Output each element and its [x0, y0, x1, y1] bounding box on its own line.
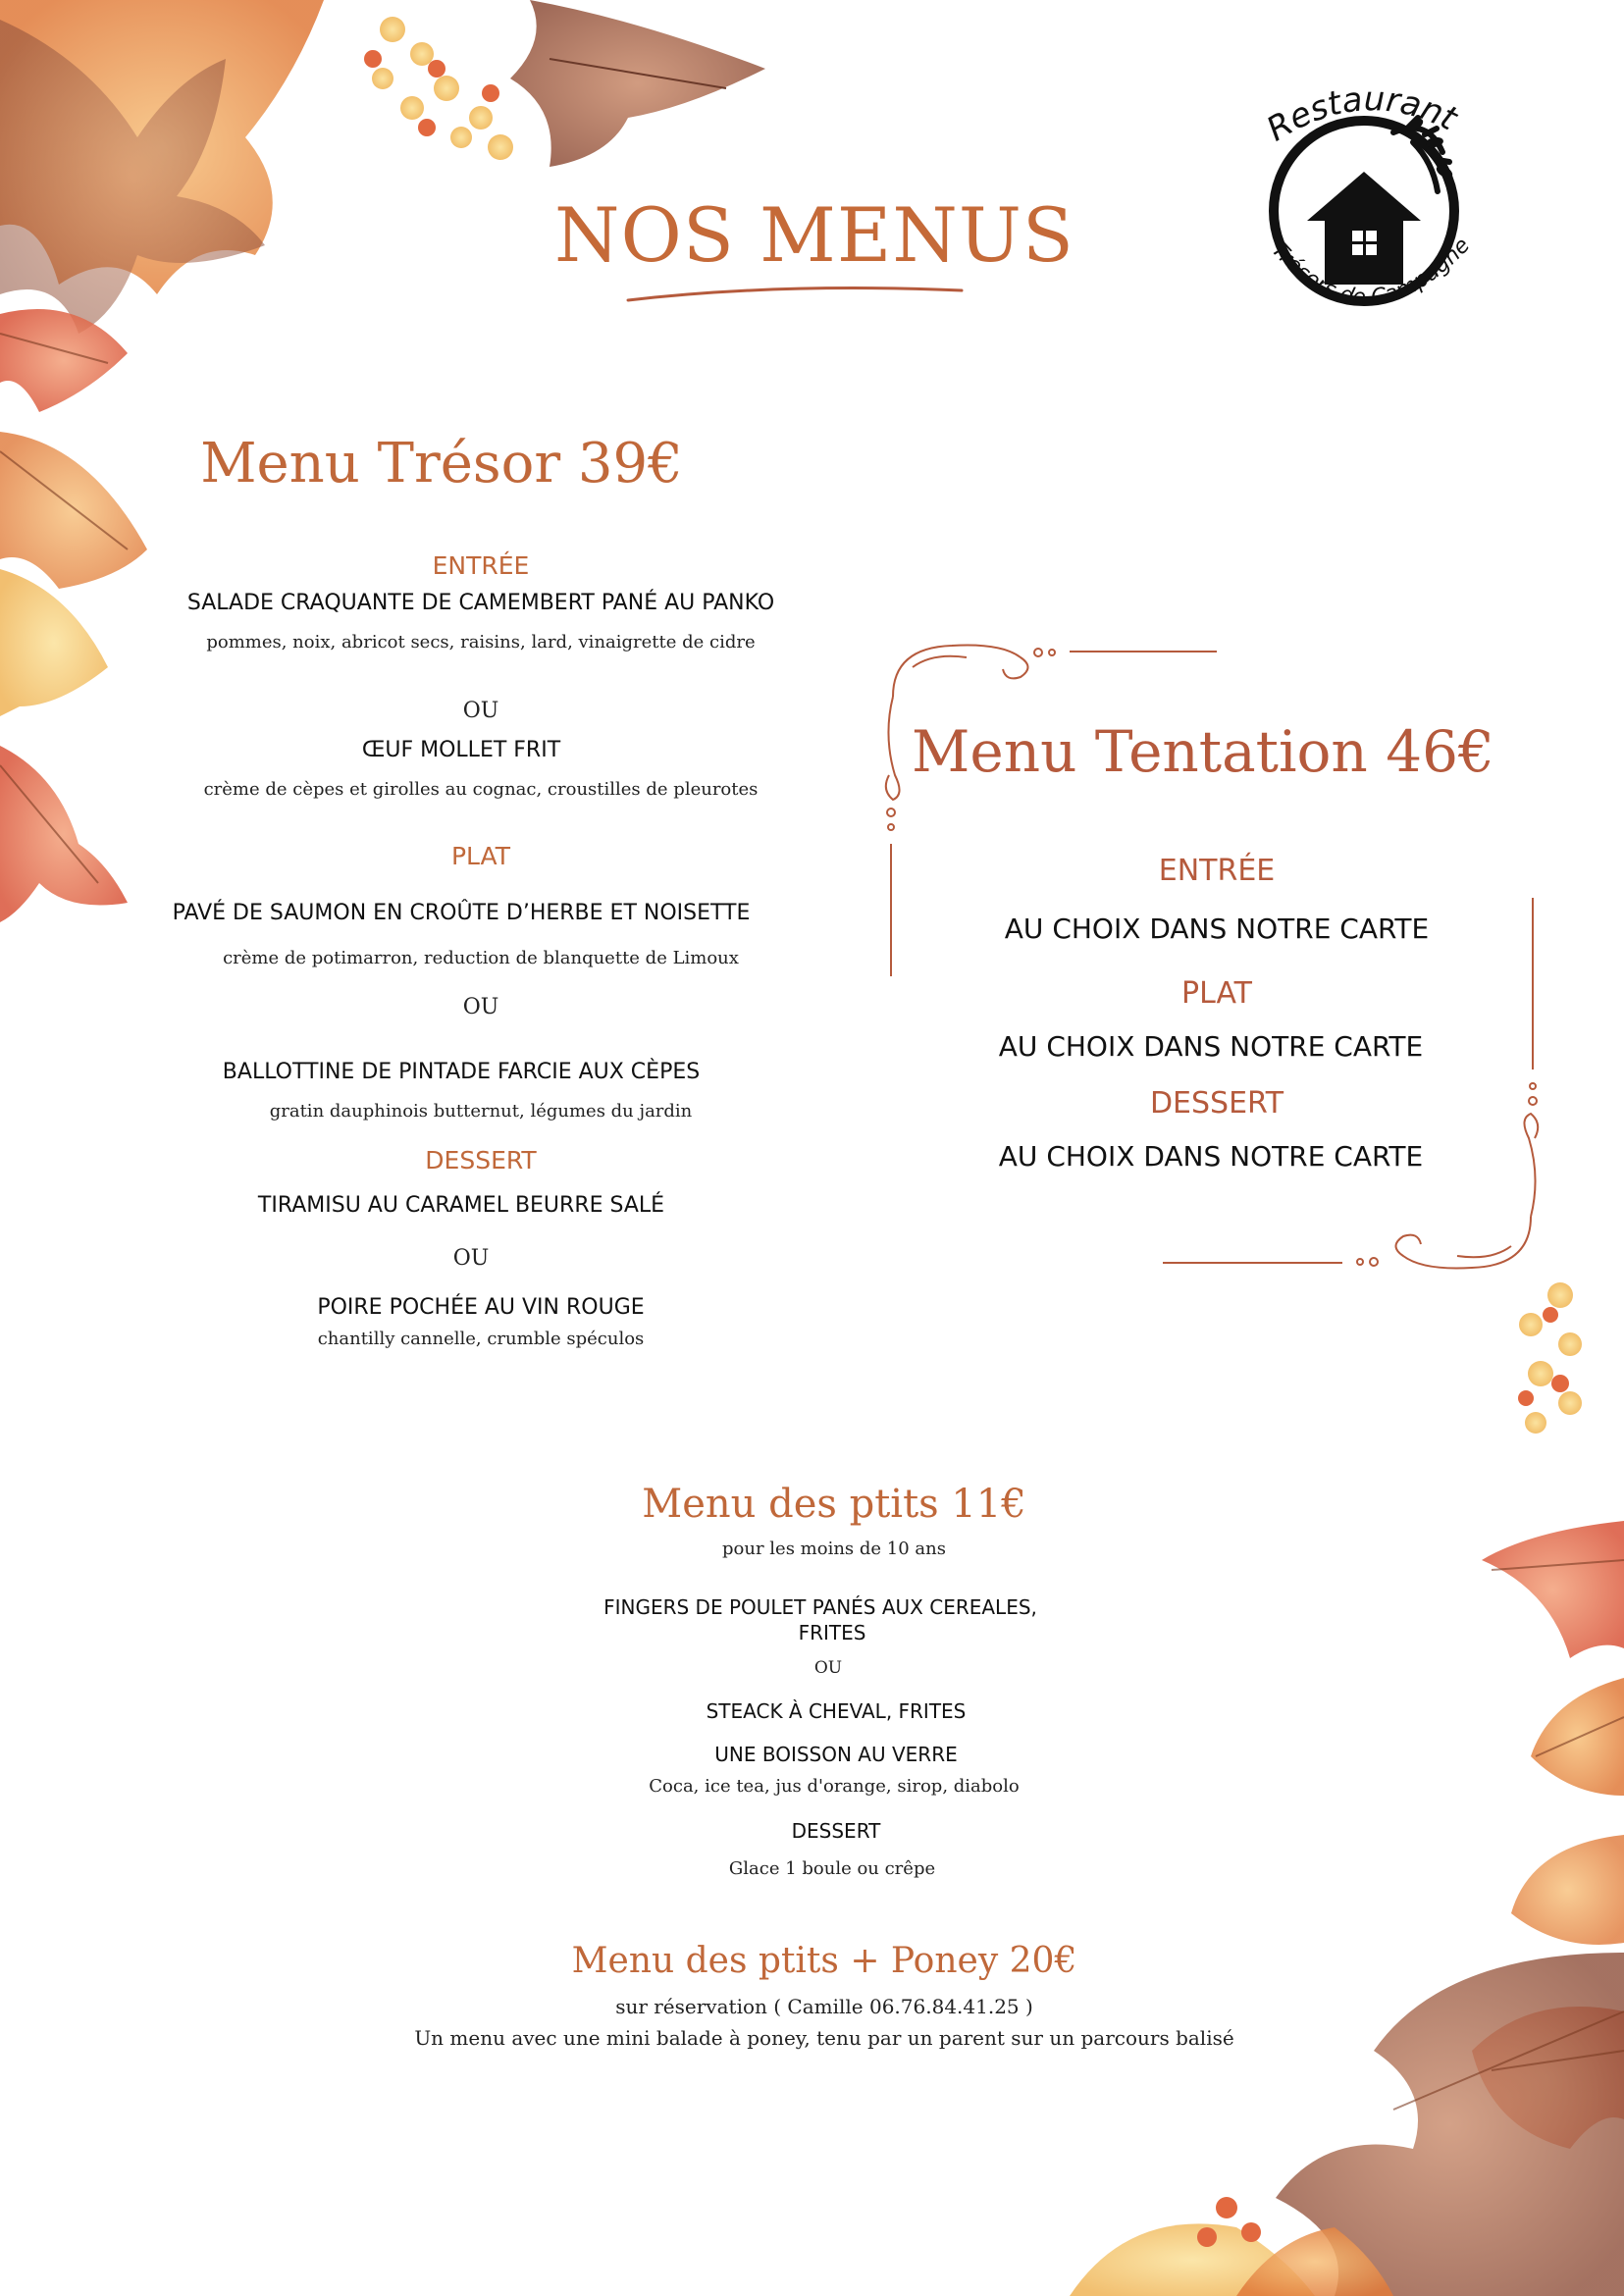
menu-ptits-dessert-desc: Glace 1 boule ou crêpe [728, 1858, 936, 1879]
menu-tresor-title: Menu Trésor 39€ [200, 432, 683, 496]
menu-ptits-subtitle: pour les moins de 10 ans [722, 1539, 946, 1559]
menu-ptits-item-2: STEACK À CHEVAL, FRITES [706, 1699, 967, 1723]
menu-tentation-dessert: AU CHOIX DANS NOTRE CARTE [998, 1140, 1424, 1173]
logo-bottom-text: Trésors de Campagne [1266, 233, 1476, 311]
svg-text:Restaurant [1260, 79, 1464, 149]
menu-tresor-dessert-1: TIRAMISU AU CARAMEL BEURRE SALÉ [257, 1193, 665, 1218]
menu-tentation-entree-label: ENTRÉE [1158, 854, 1276, 888]
menu-ptits-title: Menu des ptits 11€ [642, 1482, 1026, 1527]
menu-poney-reservation: sur réservation ( Camille 06.76.84.41.25 ) [615, 1995, 1033, 2018]
menu-poney-description: Un menu avec une mini balade à poney, tenu par un parent sur un parcours balisé [414, 2026, 1234, 2050]
menu-tresor-entree-label: ENTRÉE [432, 551, 530, 580]
title-underline-icon [623, 283, 967, 306]
menu-tresor-plat-label: PLAT [450, 842, 510, 870]
menu-tentation-entree: AU CHOIX DANS NOTRE CARTE [1004, 913, 1430, 945]
menu-ptits-drink-desc: Coca, ice tea, jus d'orange, sirop, diabolo [649, 1776, 1020, 1797]
page-title: NOS MENUS [554, 191, 1074, 279]
menu-ptits-dessert: DESSERT [791, 1819, 881, 1843]
menu-tresor-entree-1: SALADE CRAQUANTE DE CAMEMBERT PANÉ AU PANKO [186, 591, 775, 615]
menu-tresor-plat-2: BALLOTTINE DE PINTADE FARCIE AUX CÈPES [222, 1060, 701, 1084]
menu-tresor-entree-1-desc: pommes, noix, abricot secs, raisins, lard, vinaigrette de cidre [206, 632, 756, 652]
menu-ptits-drink: UNE BOISSON AU VERRE [714, 1743, 958, 1766]
menu-tresor-ou-3: OU [452, 1246, 490, 1271]
menu-tresor-entree-2-desc: crème de cèpes et girolles au cognac, croustilles de pleurotes [203, 779, 759, 800]
menu-tentation-plat: AU CHOIX DANS NOTRE CARTE [998, 1030, 1424, 1063]
svg-text:Trésors de Campagne [1267, 234, 1476, 310]
menu-tentation-title: Menu Tentation 46€ [912, 718, 1494, 785]
menu-ptits-item-1-line1: FINGERS DE POULET PANÉS AUX CEREALES, [603, 1595, 1037, 1619]
menu-tresor-ou-2: OU [462, 995, 499, 1019]
menu-tresor-dessert-label: DESSERT [425, 1146, 537, 1174]
menu-ptits-ou: OU [813, 1658, 843, 1678]
menu-tresor-plat-1-desc: crème de potimarron, reduction de blanquette de Limoux [223, 948, 739, 968]
menu-tresor-plat-2-desc: gratin dauphinois butternut, légumes du jardin [269, 1101, 693, 1122]
logo-top-text: Restaurant [1260, 79, 1464, 150]
menu-tentation-plat-label: PLAT [1180, 976, 1252, 1011]
menu-tresor-ou-1: OU [462, 699, 499, 723]
menu-tresor-entree-2: ŒUF MOLLET FRIT [361, 738, 561, 762]
menu-tresor-dessert-2-desc: chantilly cannelle, crumble spéculos [317, 1329, 645, 1349]
menu-poney-title: Menu des ptits + Poney 20€ [571, 1941, 1077, 1981]
menu-tentation-dessert-label: DESSERT [1149, 1086, 1284, 1121]
restaurant-logo [1246, 64, 1482, 339]
menu-tresor-plat-1: PAVÉ DE SAUMON EN CROÛTE D’HERBE ET NOISETTE [172, 901, 751, 925]
menu-poney-section [294, 1941, 1354, 2050]
menu-tresor-dessert-2: POIRE POCHÉE AU VIN ROUGE [317, 1295, 645, 1320]
menu-ptits-item-1-line2: FRITES [798, 1621, 866, 1644]
